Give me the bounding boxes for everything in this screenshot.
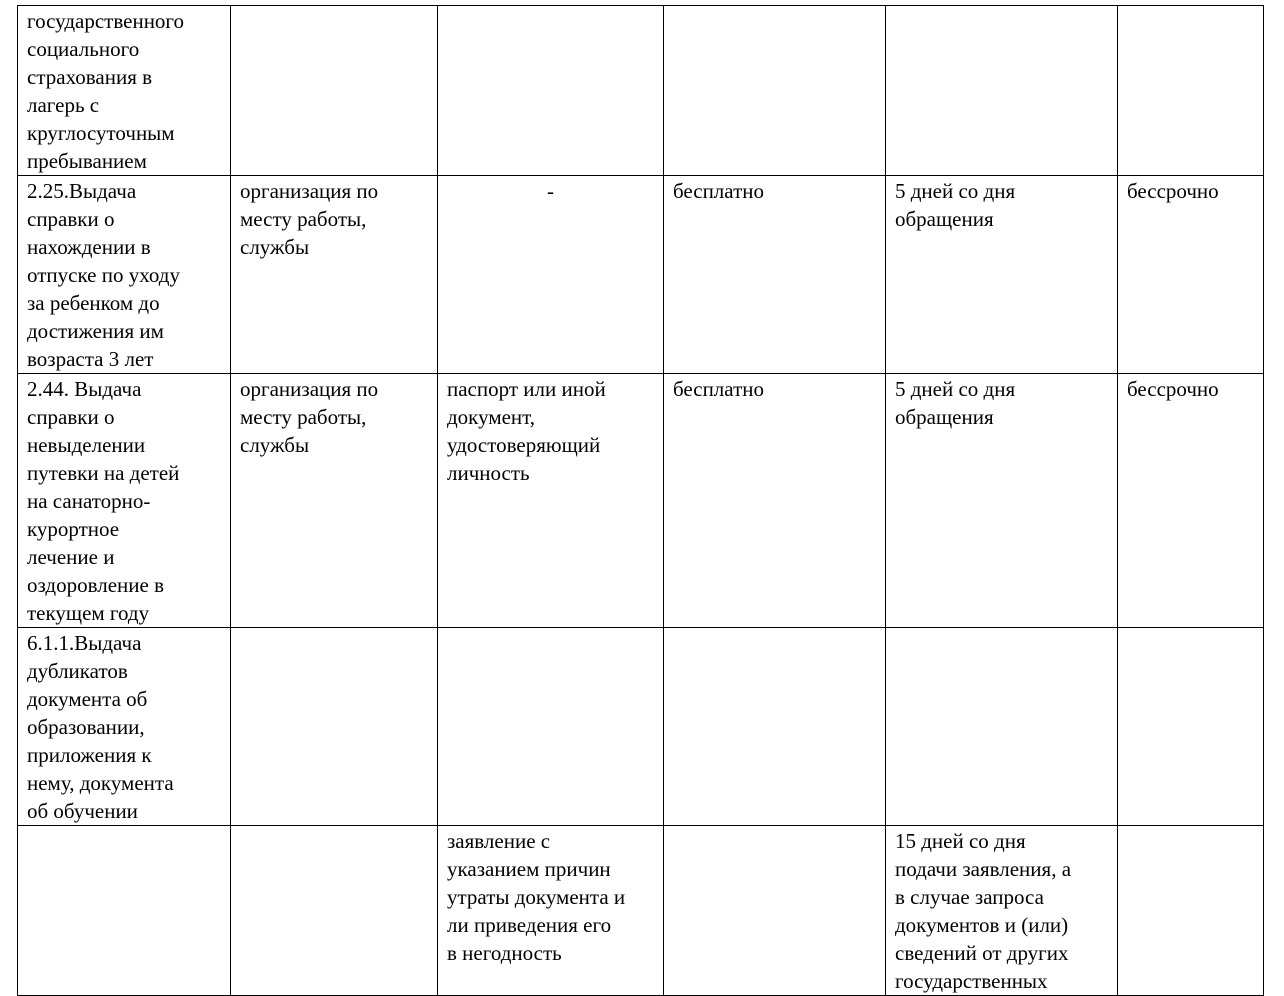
- documents-cell: [438, 826, 664, 996]
- documents-cell: [438, 6, 664, 176]
- cell-text: паспорт или иной документ, удостоверяющий личность: [447, 377, 606, 485]
- authority-cell: [231, 826, 438, 996]
- cell-text: 6.1.1.Выдача дубликатов документа об образовании, приложения к нему, документа об обучении: [27, 631, 174, 823]
- cell-text: -: [547, 179, 554, 203]
- cell-text: бессрочно: [1127, 377, 1219, 401]
- term-cell: [886, 374, 1118, 628]
- fee-cell: [664, 176, 886, 374]
- cell-text: организация по месту работы, службы: [240, 179, 379, 259]
- procedure-name-cell: [18, 176, 231, 374]
- authority-cell: [231, 6, 438, 176]
- cell-text: бесплатно: [673, 179, 764, 203]
- term-cell: [886, 6, 1118, 176]
- cell-text: 2.25.Выдача справки о нахождении в отпуске по уходу за ребенком до достижения им возраста 3 лет: [27, 179, 180, 371]
- documents-cell: [438, 628, 664, 826]
- table-row: [18, 176, 1264, 374]
- procedure-name-cell: [18, 826, 231, 996]
- validity-cell: [1118, 176, 1264, 374]
- fee-cell: [664, 628, 886, 826]
- cell-text: 2.44. Выдача справки о невыделении путевки на детей на санаторно- курортное лечение и оздоровление в текущем году: [27, 377, 180, 625]
- cell-text: государственного социального страхования в лагерь с круглосуточным пребыванием: [27, 9, 185, 173]
- table-row: [18, 6, 1264, 176]
- cell-text: 5 дней со дня обращения: [895, 377, 1016, 429]
- fee-cell: [664, 826, 886, 996]
- procedure-name-cell: [18, 628, 231, 826]
- validity-cell: [1118, 374, 1264, 628]
- fee-cell: [664, 374, 886, 628]
- procedure-name-cell: [18, 6, 231, 176]
- cell-text: бессрочно: [1127, 179, 1219, 203]
- validity-cell: [1118, 628, 1264, 826]
- cell-text: организация по месту работы, службы: [240, 377, 379, 457]
- documents-cell: [438, 176, 664, 374]
- cell-text: 15 дней со дня подачи заявления, а в случае запроса документов и (или) сведений от других государственных: [895, 829, 1072, 993]
- table-row: [18, 374, 1264, 628]
- authority-cell: [231, 374, 438, 628]
- fee-cell: [664, 6, 886, 176]
- term-cell: [886, 176, 1118, 374]
- validity-cell: [1118, 6, 1264, 176]
- authority-cell: [231, 176, 438, 374]
- term-cell: [886, 826, 1118, 996]
- validity-cell: [1118, 826, 1264, 996]
- authority-cell: [231, 628, 438, 826]
- table-row: [18, 628, 1264, 826]
- cell-text: заявление с указанием причин утраты документа и ли приведения его в негодность: [447, 829, 626, 965]
- term-cell: [886, 628, 1118, 826]
- cell-text: 5 дней со дня обращения: [895, 179, 1016, 231]
- cell-text: бесплатно: [673, 377, 764, 401]
- documents-cell: [438, 374, 664, 628]
- procedure-name-cell: [18, 374, 231, 628]
- table-row: [18, 826, 1264, 996]
- procedures-table: [17, 5, 1264, 996]
